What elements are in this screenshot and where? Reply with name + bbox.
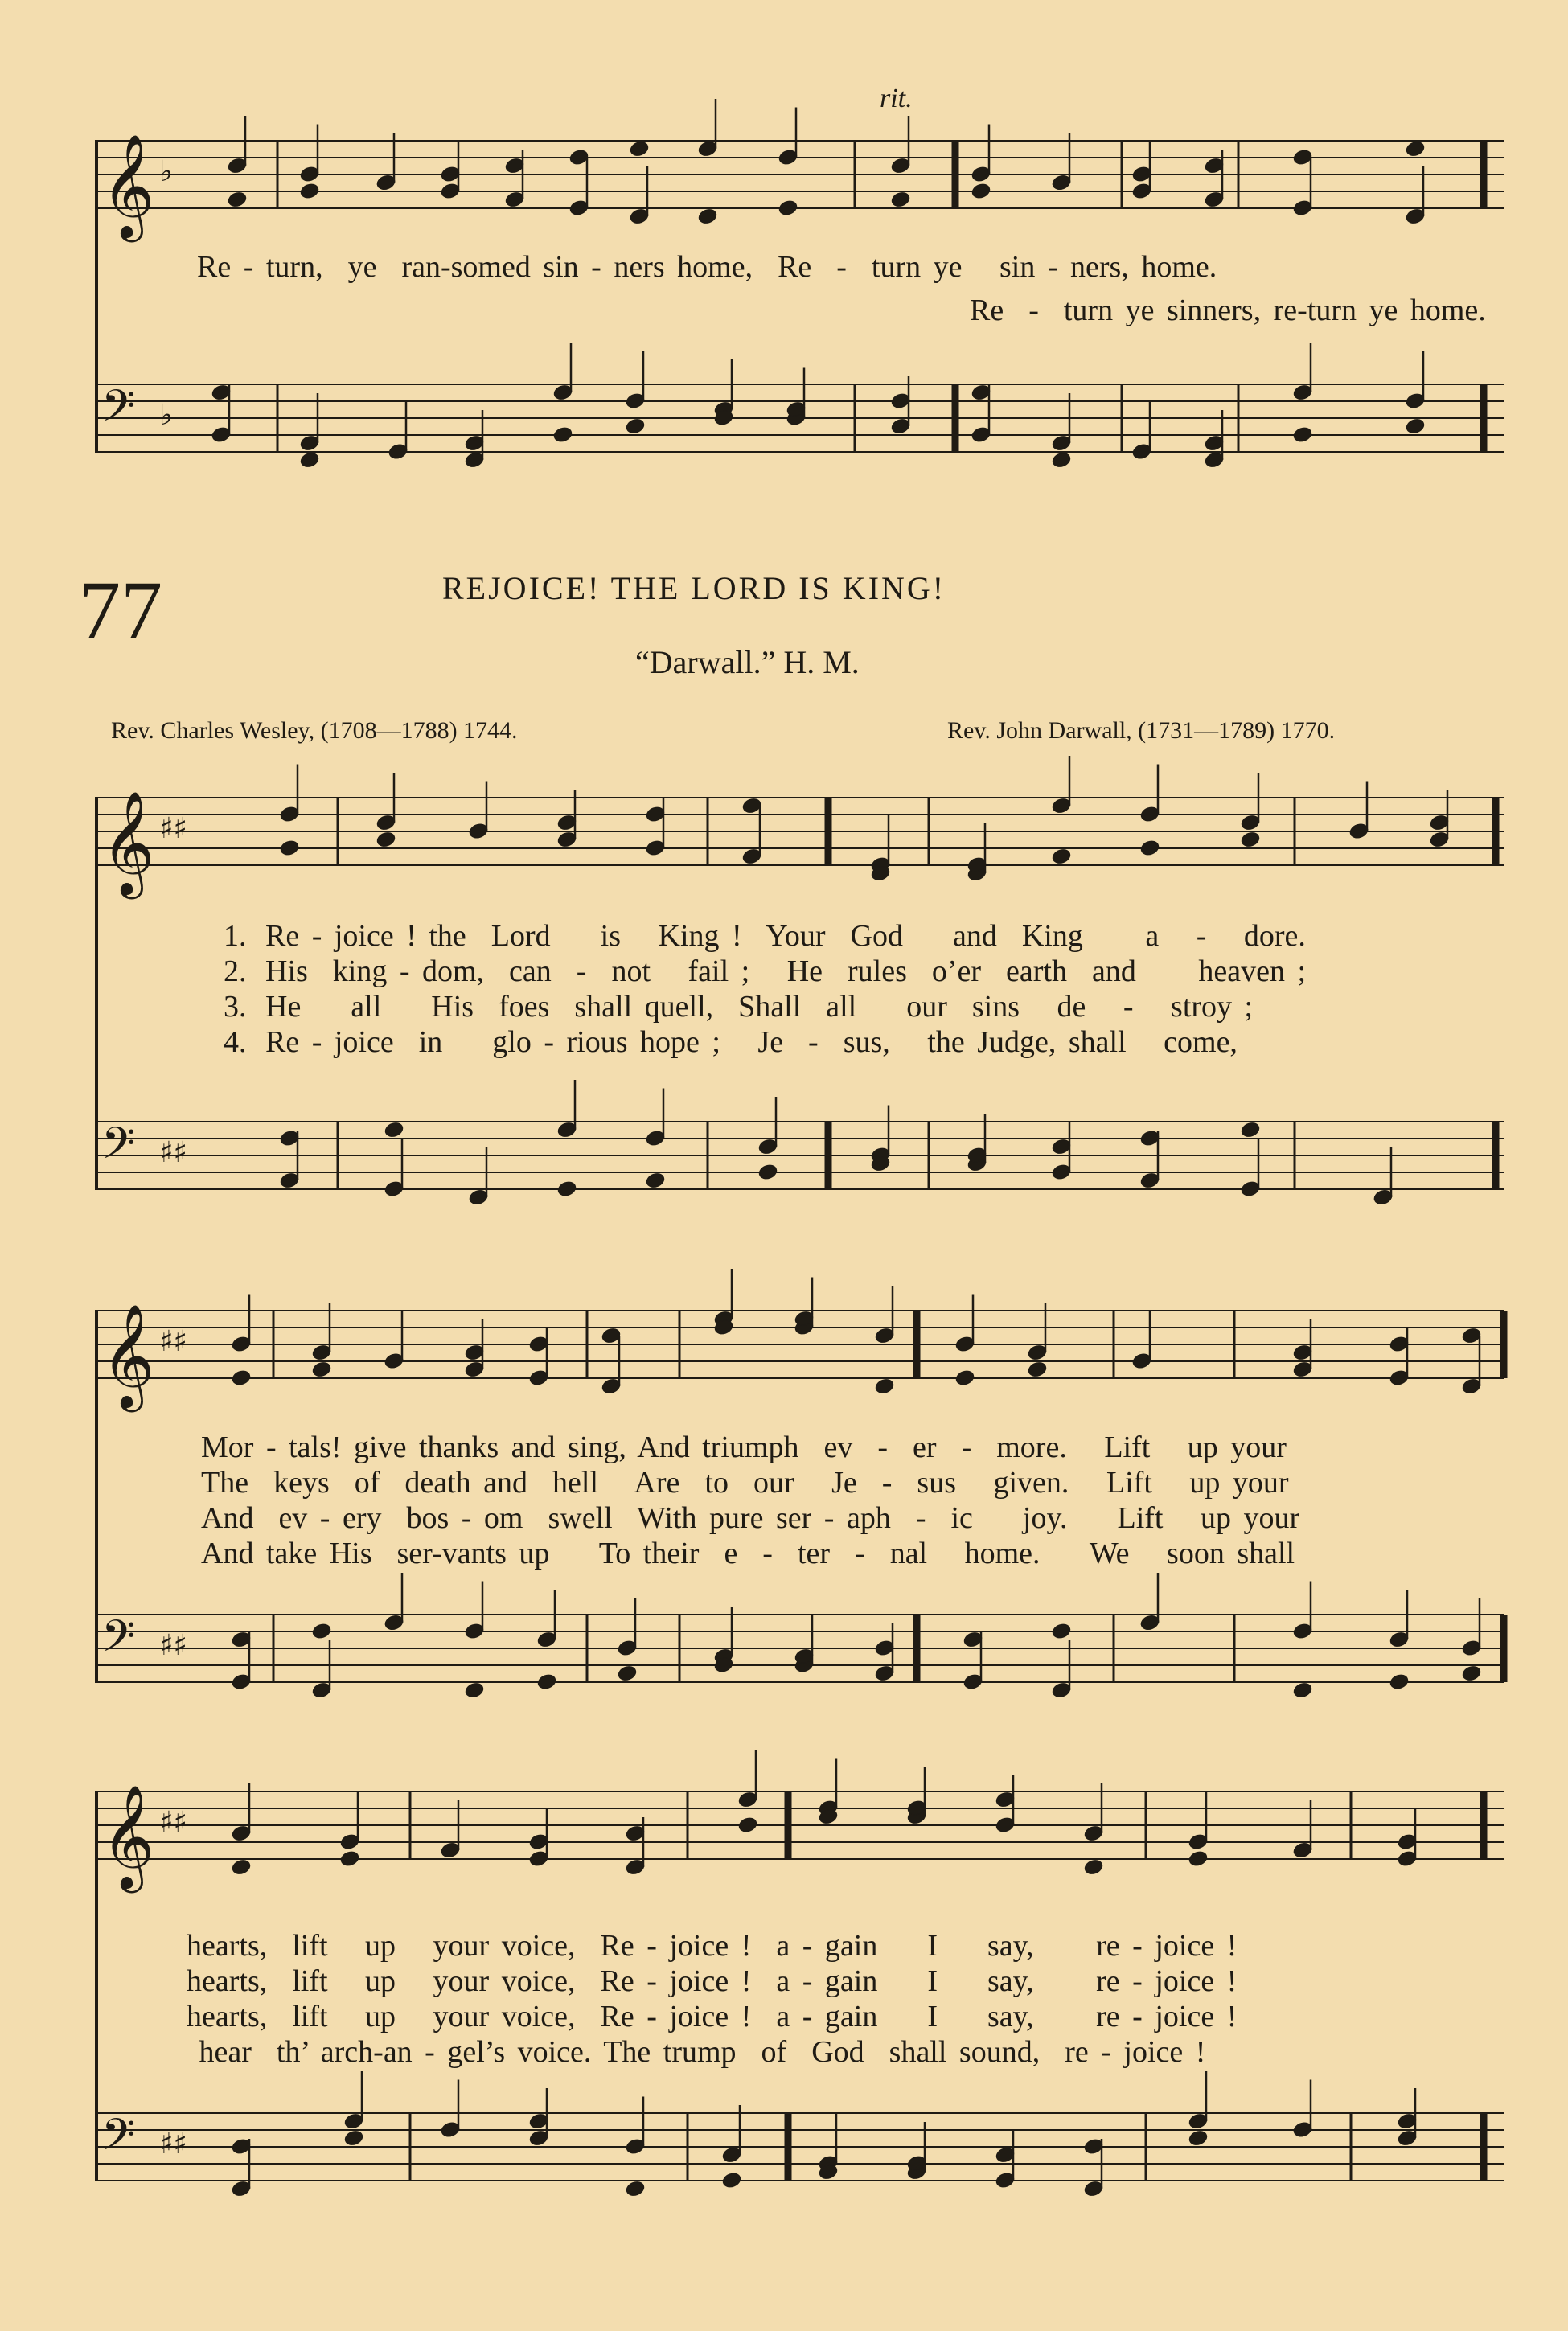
note-head xyxy=(737,1816,758,1834)
note-head xyxy=(1051,1622,1072,1640)
note-head xyxy=(231,1858,252,1877)
note-head xyxy=(1292,425,1313,444)
note-head xyxy=(645,1172,666,1190)
note-head xyxy=(1405,140,1426,158)
note-head xyxy=(1139,839,1160,857)
verse-line: 4. Re - joice in glo - rious hope ; Je - sus, the Judge, shall come, xyxy=(224,1025,1238,1059)
note-head xyxy=(556,1180,577,1198)
key-signature: ♭ xyxy=(159,155,173,188)
note-head xyxy=(1389,1672,1410,1691)
note-head xyxy=(757,1163,778,1181)
words-credit: Rev. Charles Wesley, (1708—1788) 1744. xyxy=(111,717,518,744)
verse-line: Mor - tals! give thanks and sing, And triumph ev - er - more. Lift up your xyxy=(201,1430,1287,1464)
note-head xyxy=(629,140,650,158)
bass-clef: 𝄢 xyxy=(101,1611,136,1672)
note-head xyxy=(721,2171,742,2189)
music-credit: Rev. John Darwall, (1731—1789) 1770. xyxy=(947,717,1336,744)
note-head xyxy=(552,425,573,444)
tune-name: “Darwall.” H. M. xyxy=(635,644,860,680)
treble-clef: 𝄞 xyxy=(101,1784,155,1889)
verse-line: 3. He all His foes shall quell, Shall all our sins de - stroy ; xyxy=(224,990,1254,1024)
tempo-marking: rit. xyxy=(880,84,913,113)
key-signature: ♯♯ xyxy=(159,1806,187,1839)
note-head xyxy=(1188,1849,1209,1868)
key-signature: ♯♯ xyxy=(159,1136,187,1169)
prev-lyric-line-1: Re - turn, ye ran-somed sin - ners home, Re - turn ye sin - ners, home. xyxy=(197,250,1217,284)
note-head xyxy=(384,1121,404,1139)
key-signature: ♯♯ xyxy=(159,1629,187,1662)
treble-clef: 𝄞 xyxy=(101,1303,155,1408)
note-head xyxy=(299,182,320,200)
note-head xyxy=(1240,831,1261,849)
clefs xyxy=(101,133,187,2171)
note-head xyxy=(376,831,396,849)
key-signature: ♯♯ xyxy=(159,812,187,845)
verse-line: 1. Re - joice ! the Lord is King ! Your God and King a - dore. xyxy=(224,919,1306,953)
note-head xyxy=(464,1681,485,1700)
note-head xyxy=(778,199,798,217)
verse-line: And ev - ery bos - om swell With pure ser - aph - ic joy. Lift up your xyxy=(201,1501,1300,1535)
key-signature: ♭ xyxy=(159,399,173,432)
note-head xyxy=(311,1622,332,1640)
note-head xyxy=(1461,1664,1482,1683)
note-head xyxy=(625,417,646,436)
note-head xyxy=(1292,1681,1313,1700)
note-head xyxy=(1240,1121,1261,1139)
bass-clef: 𝄢 xyxy=(101,2109,136,2171)
note-head xyxy=(890,191,911,209)
note-head xyxy=(1051,847,1072,866)
note-head xyxy=(339,1849,360,1868)
note-head xyxy=(279,839,300,857)
verse-line: The keys of death and hell Are to our Je - sus given. Lift up your xyxy=(201,1466,1289,1500)
note-head xyxy=(1405,417,1426,436)
verse-line: 2. His king - dom, can - not fail ; He rules o’er earth and heaven ; xyxy=(224,954,1307,988)
verse-line: hearts, lift up your voice, Re - joice ! a - gain I say, re - joice ! xyxy=(187,2000,1238,2033)
note-head xyxy=(874,1377,895,1396)
prev-lyric-line-2: Re - turn ye sinners, re-turn ye home. xyxy=(197,293,1486,327)
note-head xyxy=(617,1664,638,1683)
note-head xyxy=(299,451,320,470)
notes xyxy=(211,99,1482,2198)
note-head xyxy=(1188,2129,1209,2148)
note-head xyxy=(1051,451,1072,470)
key-signature: ♯♯ xyxy=(159,2128,187,2161)
note-head xyxy=(954,1369,975,1387)
note-head xyxy=(697,207,718,226)
bass-clef: 𝄢 xyxy=(101,380,136,442)
note-head xyxy=(231,1369,252,1387)
hymn-title: REJOICE! THE LORD IS KING! xyxy=(442,570,946,606)
treble-clef: 𝄞 xyxy=(101,133,155,238)
note-head xyxy=(1083,1858,1104,1877)
note-head xyxy=(311,1360,332,1379)
verse-line: hear th’ arch-an - gel’s voice. The trump of God shall sound, re - joice ! xyxy=(187,2035,1206,2069)
bass-clef: 𝄢 xyxy=(101,1118,136,1180)
verse-line: hearts, lift up your voice, Re - joice ! a - gain I say, re - joice ! xyxy=(187,1929,1238,1963)
note-head xyxy=(1027,1360,1048,1379)
note-head xyxy=(625,2180,646,2198)
verse-line: hearts, lift up your voice, Re - joice ! a - gain I say, re - joice ! xyxy=(187,1964,1238,1998)
verse-line: And take His ser-vants up To their e - ter - nal home. We soon shall xyxy=(201,1537,1295,1570)
note-head xyxy=(227,191,248,209)
key-signature: ♯♯ xyxy=(159,1325,187,1358)
note-head xyxy=(343,2129,364,2148)
treble-clef: 𝄞 xyxy=(101,790,155,895)
note-head xyxy=(536,1672,557,1691)
hymn-number: 77 xyxy=(79,564,162,657)
note-head xyxy=(971,182,991,200)
